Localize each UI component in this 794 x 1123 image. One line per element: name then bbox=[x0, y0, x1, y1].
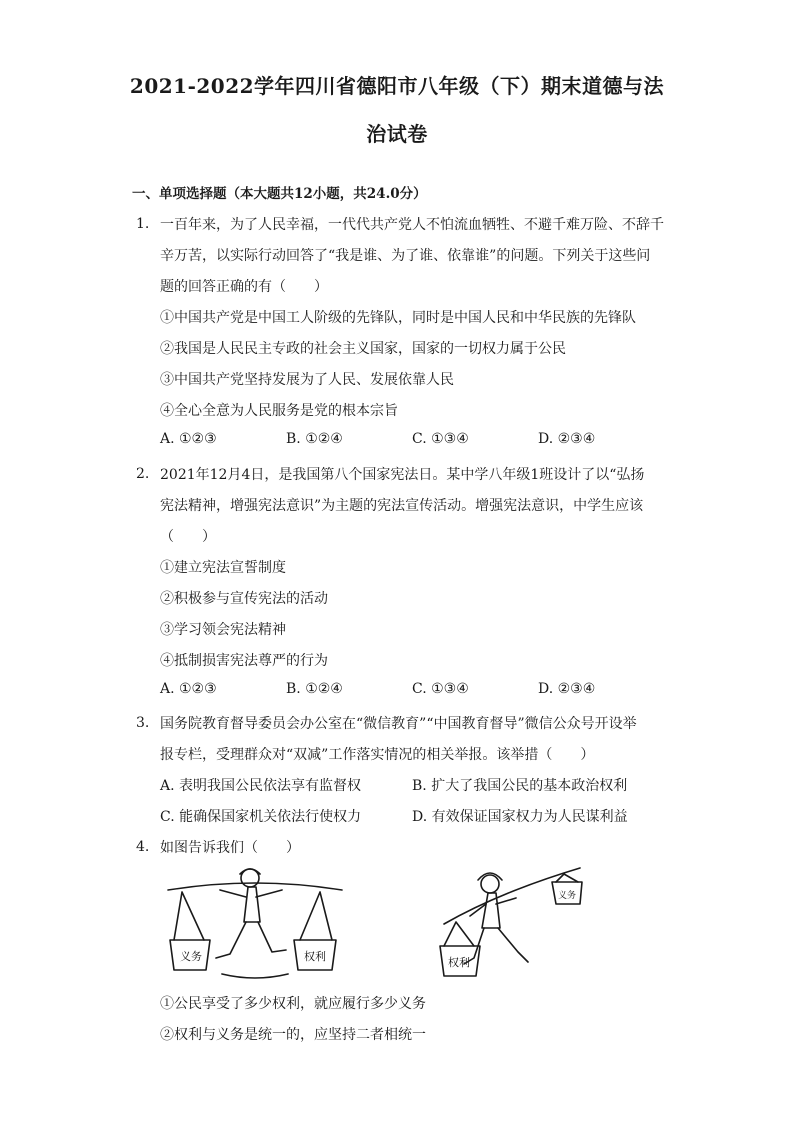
question-1-line: 辛万苦，以实际行动回答了“我是谁、为了谁、依靠谁”的问题。下列关于这些问 bbox=[160, 248, 651, 264]
question-1-line: 一百年来，为了人民幸福，一代代共产党人不怕流血牺牲、不避千难万险、不辞千 bbox=[160, 217, 664, 233]
question-2-option-b[interactable]: B. ①②④ bbox=[286, 681, 343, 697]
exam-title-line1: 2021-2022学年四川省德阳市八年级（下）期末道德与法 bbox=[129, 74, 665, 98]
question-1-option-a[interactable]: A. ①②③ bbox=[160, 431, 217, 447]
question-4-statement: ②权利与义务是统一的，应坚持二者相统一 bbox=[160, 1027, 426, 1043]
question-2-statement: ①建立宪法宣誓制度 bbox=[160, 560, 286, 576]
question-2-statement: ③学习领会宪法精神 bbox=[160, 622, 286, 638]
question-2-option-d[interactable]: D. ②③④ bbox=[538, 681, 596, 697]
question-4-statement: ①公民享受了多少权利，就应履行多少义务 bbox=[160, 996, 426, 1012]
question-2-option-c[interactable]: C. ①③④ bbox=[412, 681, 469, 697]
question-3-option-b[interactable]: B. 扩大了我国公民的基本政治权利 bbox=[412, 778, 628, 794]
question-2-line: 宪法精神，增强宪法意识”为主题的宪法宣传活动。增强宪法意识，中学生应该 bbox=[160, 498, 644, 514]
cartoon-left-duty-label: 义务 bbox=[180, 950, 202, 963]
question-2-statement: ④抵制损害宪法尊严的行为 bbox=[160, 653, 328, 669]
cartoon-balanced-pole bbox=[160, 862, 350, 987]
section-heading: 一、单项选择题（本大题共12小题，共24.0分） bbox=[132, 186, 427, 202]
question-2-option-a[interactable]: A. ①②③ bbox=[160, 681, 217, 697]
question-4-line: 如图告诉我们（ ） bbox=[160, 840, 300, 856]
question-4-number: 4. bbox=[136, 839, 150, 855]
question-1-number: 1. bbox=[136, 216, 150, 232]
exam-title-line2: 治试卷 bbox=[366, 122, 428, 146]
question-3-option-a[interactable]: A. 表明我国公民依法享有监督权 bbox=[160, 778, 362, 794]
cartoon-left-right-label: 权利 bbox=[304, 950, 326, 963]
question-1-statement: ①中国共产党是中国工人阶级的先锋队，同时是中国人民和中华民族的先锋队 bbox=[160, 310, 636, 326]
question-2-line: （ ） bbox=[160, 529, 216, 545]
question-1-option-c[interactable]: C. ①③④ bbox=[412, 431, 469, 447]
question-1-option-b[interactable]: B. ①②④ bbox=[286, 431, 343, 447]
question-2-number: 2. bbox=[136, 466, 150, 482]
question-3-option-c[interactable]: C. 能确保国家机关依法行使权力 bbox=[160, 809, 362, 825]
question-3-option-d[interactable]: D. 有效保证国家权力为人民谋利益 bbox=[412, 809, 628, 825]
cartoon-unbalanced-pole bbox=[430, 862, 590, 987]
question-3-line: 报专栏，受理群众对“双减”工作落实情况的相关举报。该举措（ ） bbox=[160, 747, 595, 763]
cartoon-right-duty-label: 义务 bbox=[558, 891, 577, 901]
question-2-line: 2021年12月4日，是我国第八个国家宪法日。某中学八年级1班设计了以“弘扬 bbox=[160, 467, 645, 483]
question-1-option-d[interactable]: D. ②③④ bbox=[538, 431, 596, 447]
question-2-statement: ②积极参与宣传宪法的活动 bbox=[160, 591, 328, 607]
cartoon-right-right-label: 权利 bbox=[448, 956, 470, 969]
question-1-statement: ④全心全意为人民服务是党的根本宗旨 bbox=[160, 403, 398, 419]
question-1-line: 题的回答正确的有（ ） bbox=[160, 279, 328, 295]
question-1-statement: ③中国共产党坚持发展为了人民、发展依靠人民 bbox=[160, 372, 454, 388]
question-1-statement: ②我国是人民民主专政的社会主义国家，国家的一切权力属于公民 bbox=[160, 341, 566, 357]
question-3-line: 国务院教育督导委员会办公室在“微信教育”“中国教育督导”微信公众号开设举 bbox=[160, 716, 637, 732]
question-3-number: 3. bbox=[136, 715, 150, 731]
